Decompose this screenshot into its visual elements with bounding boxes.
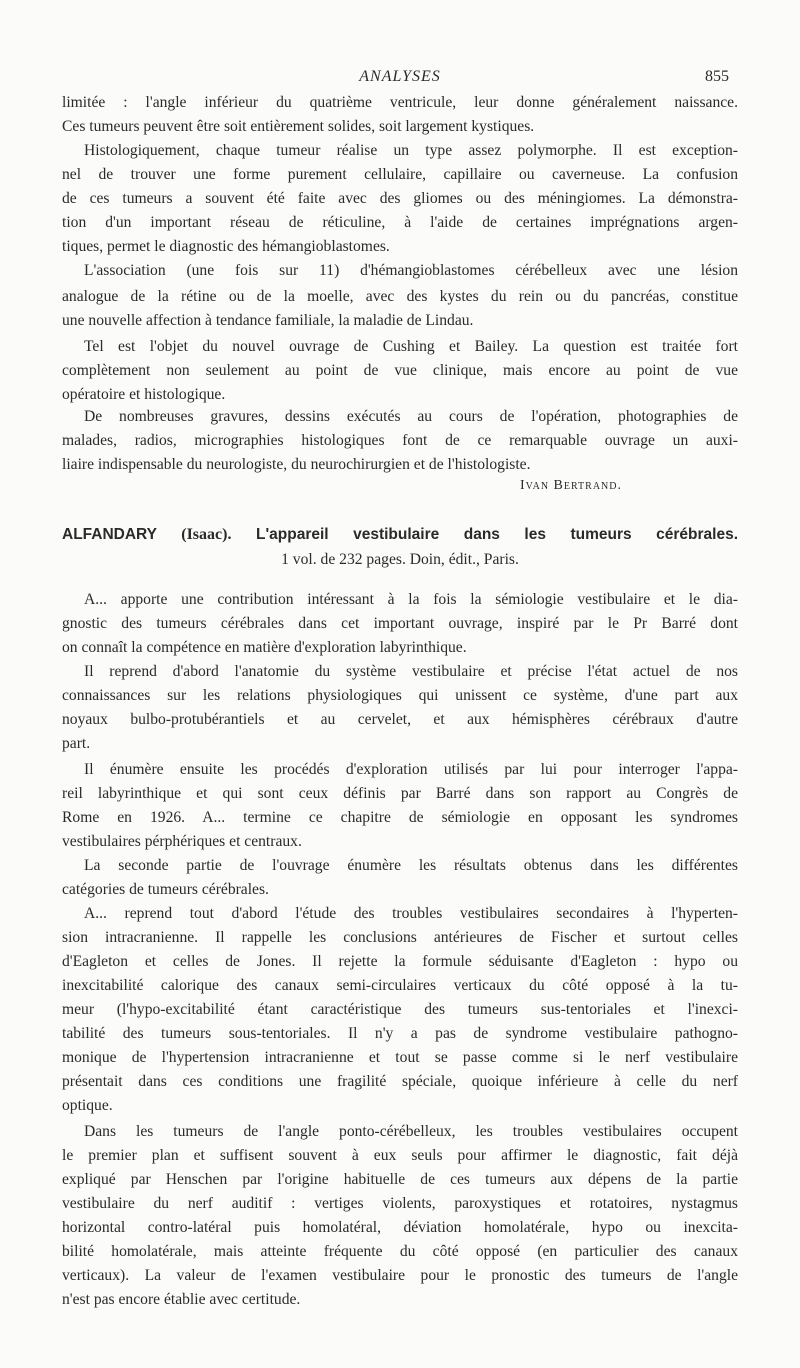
text-line: n'est pas encore établie avec certitude. — [62, 1291, 301, 1308]
text-line: connaissances sur les relations physiologiques qui unissent ce système, d'une part aux — [62, 687, 738, 704]
text-line: inexcitabilité calorique des canaux semi-circulaires verticaux du côté opposé à la tu- — [62, 977, 738, 994]
text-line: horizontal contro-latéral puis homolatéral, déviation homolatérale, hypo ou inexcita- — [62, 1219, 738, 1236]
text-line: sion intracranienne. Il rappelle les conclusions antérieures de Fischer et surtout celles — [62, 929, 738, 946]
text-line: A... reprend tout d'abord l'étude des troubles vestibulaires secondaires à l'hyperten- — [84, 905, 738, 922]
text-line: Tel est l'objet du nouvel ouvrage de Cushing et Bailey. La question est traitée fort — [84, 338, 738, 355]
text-line: expliqué par Henschen par l'origine habituelle de ces tumeurs aux dépens de la partie — [62, 1171, 738, 1188]
book-title: L'appareil vestibulaire dans les tumeurs cérébrales. — [255, 526, 738, 543]
text-line: tabilité des tumeurs sous-tentoriales. Il n'y a pas de syndrome vestibulaire pathogno- — [62, 1025, 738, 1042]
text-line: complètement non seulement au point de vue clinique, mais encore au point de vue — [62, 362, 738, 379]
text-line: liaire indispensable du neurologiste, du neurochirurgien et de l'histologiste. — [62, 456, 531, 473]
text-line: De nombreuses gravures, dessins exécutés au cours de l'opération, photographies de — [84, 408, 738, 425]
text-line: le premier plan et suffisent souvent à eux seuls pour affirmer le diagnostic, fait déjà — [62, 1147, 738, 1164]
text-line: Rome en 1926. A... termine ce chapitre de sémiologie en opposant les syndromes — [62, 809, 738, 826]
text-line: présentait dans ces conditions une fragilité spéciale, quoique inférieure à celle du nerf — [62, 1073, 738, 1090]
text-line: de ces tumeurs a souvent été faite avec des gliomes ou des méningiomes. La démonstra- — [62, 190, 738, 207]
text-line: vestibulaires pérphériques et centraux. — [62, 833, 302, 850]
text-line: tiques, permet le diagnostic des hémangioblastomes. — [62, 238, 390, 255]
text-line: part. — [62, 735, 91, 752]
text-line: L'association (une fois sur 11) d'hémangioblastomes cérébelleux avec une lésion — [84, 262, 738, 279]
running-title: ANALYSES — [359, 68, 441, 85]
text-line: analogue de la rétine ou de la moelle, avec des kystes du rein ou du pancréas, constitue — [62, 288, 738, 305]
text-line: Il reprend d'abord l'anatomie du système vestibulaire et précise l'état actuel de nos — [84, 663, 738, 680]
text-line: limitée : l'angle inférieur du quatrième ventricule, leur donne généralement naissance. — [62, 94, 738, 111]
text-line: Histologiquement, chaque tumeur réalise un type assez polymorphe. Il est exception- — [84, 142, 738, 159]
author-name: ALFANDARY — [62, 526, 157, 543]
text-line: vestibulaire du nerf auditif : vertiges violents, paroxystiques et rotatoires, nystagmus — [62, 1195, 738, 1212]
review-signature: Ivan Bertrand. — [520, 478, 622, 493]
text-line: Dans les tumeurs de l'angle ponto-cérébelleux, les troubles vestibulaires occupent — [84, 1123, 738, 1140]
text-line: optique. — [62, 1097, 113, 1114]
text-line: opératoire et histologique. — [62, 386, 226, 403]
text-line: nel de trouver une forme purement cellulaire, capillaire ou caverneuse. La confusion — [62, 166, 738, 183]
text-line: on connaît la compétence en matière d'exploration labyrinthique. — [62, 639, 467, 656]
text-line: noyaux bulbo-protubérantiels et au cervelet, et aux hémisphères cérébraux d'autre — [62, 711, 738, 728]
text-line: d'Eagleton et celles de Jones. Il rejette la formule séduisante d'Eagleton : hypo ou — [62, 953, 738, 970]
text-line: malades, radios, micrographies histologiques font de ce remarquable ouvrage un auxi- — [62, 432, 738, 449]
text-line: monique de l'hypertension intracranienne et tout se passe comme si le nerf vestibulaire — [62, 1049, 738, 1066]
text-line: La seconde partie de l'ouvrage énumère les résultats obtenus dans les différentes — [84, 857, 738, 874]
text-line: Il énumère ensuite les procédés d'exploration utilisés par lui pour interroger l'appa- — [84, 761, 738, 778]
text-line: verticaux). La valeur de l'examen vestibulaire pour le pronostic des tumeurs de l'angle — [62, 1267, 738, 1284]
text-line: une nouvelle affection à tendance familiale, la maladie de Lindau. — [62, 312, 474, 329]
text-line: meur (l'hypo-excitabilité étant caractéristique des tumeurs sus-tentoriales et l'inexci- — [62, 1001, 738, 1018]
review-heading — [62, 526, 738, 544]
text-line: Ces tumeurs peuvent être soit entièrement solides, soit largement kystiques. — [62, 118, 535, 135]
page-number: 855 — [705, 68, 729, 85]
text-line: bilité homolatérale, mais atteinte fréquente du côté opposé (en particulier des canaux — [62, 1243, 738, 1260]
text-line: A... apporte une contribution intéressant à la fois la sémiologie vestibulaire et le dia- — [84, 591, 738, 608]
text-line: gnostic des tumeurs cérébrales dans cet important ouvrage, inspiré par le Pr Barré dont — [62, 615, 738, 632]
author-given-name: (Isaac). — [181, 526, 232, 543]
text-line: reil labyrinthique et qui sont ceux définis par Barré dans son rapport au Congrès de — [62, 785, 738, 802]
publication-info: 1 vol. de 232 pages. Doin, édit., Paris. — [281, 551, 519, 568]
text-line: catégories de tumeurs cérébrales. — [62, 881, 269, 898]
text-line: tion d'un important réseau de réticuline, à l'aide de certaines imprégnations argen- — [62, 214, 738, 231]
